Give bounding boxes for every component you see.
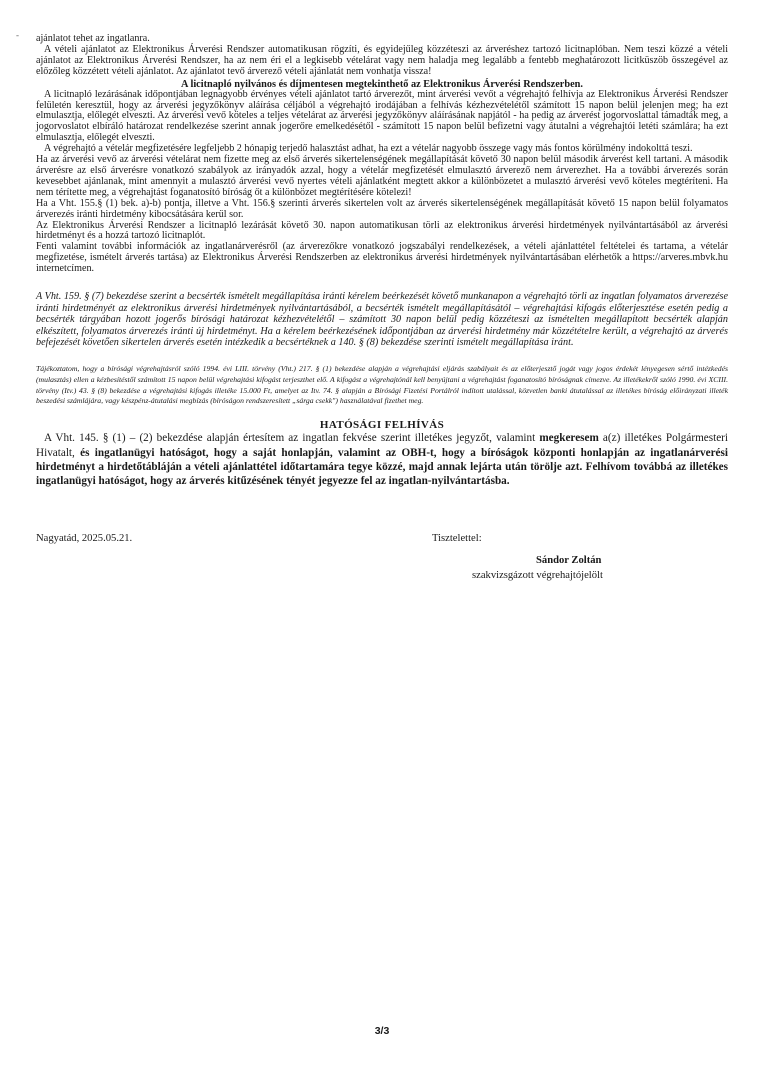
signer-name: Sándor Zoltán <box>536 554 602 566</box>
paragraph-auto-record: A vételi ajánlatot az Elektronikus Árverési Rendszer automatikusan rögzíti, és egyidejűleg közzéteszi az árveréshez tartozó licitnaplóban. Nem teszi közzé a vételi ajánlatot az Elektronikus Árverési Rendszer, ha az nem éri el a legkisebb vételárat vagy nem haladja meg legalább a fentebb meghatározott licitküszöb összegével az előzőleg közzétett vételi ajánlatot. Az ajánlatot tevő árverező vételi ajánlatát nem vonhatja vissza! <box>36 43 728 77</box>
paragraph-top-line: ajánlatot tehet az ingatlanra. <box>36 33 150 44</box>
margin-mark: - <box>16 30 19 40</box>
paragraph-deferral: A végrehajtó a vételár megfizetésére legfeljebb 2 hónapig terjedő halasztást adhat, ha ezt a vételár nagyobb összege vagy más fontos körülmény indokolttá teszi. <box>44 143 693 155</box>
paragraph-closing: A licitnapló lezárásának időpontjában legnagyobb érvényes vételi ajánlatot tartó árverezőt, mint árverési vevőt a végrehajtó felhívja az Elektronikus Árverési Rendszer felületén keresztül, hogy az árverési jegyzőkönyv aláírása céljából a végrehajtó irodájában a felhívás kézhezvételétől számított 15 napon belül jelenjen meg; ha ezt elmulasztja, előlegét elveszti. Az árverési vevő köteles a teljes vételárat az árverési jegyzőkönyv aláírásának napjától - ha pedig az árverést jogorvoslattal támadták meg, a jogorvoslatot elbíráló határozat rendelkezése szerint annak jogerőre emelkedésétől - számított 15 napon belül befizetni vagy átutalni a végrehajtói letéti számlára; ha ezt elmulasztja, előlegét elveszti. <box>36 88 728 144</box>
official-call-paragraph <box>36 431 728 489</box>
call-text-2: megkeresem <box>539 432 599 445</box>
paragraph-more-info: Fenti valamint további információk az ingatlanárverésről (az árverezőkre vonatkozó jogszabályi rendelkezések, a vételi ajánlattétel feltételei és tartama, a vételár megfizetése, ismételt árverés tartása) az Elektronikus Árverési Rendszerben az elektronikus árverési hirdetmények nyilvántartásában elérhetők a https://arveres.mbvk.hu internetcímen. <box>36 241 728 275</box>
page-number: 3/3 <box>374 1025 390 1037</box>
signer-role: szakvizsgázott végrehajtójelölt <box>472 569 603 581</box>
paragraph-vht159: A Vht. 159. § (7) bekezdése szerint a becsérték ismételt megállapítása iránti kérelem beérkezését követő munkanapon a végrehajtó törli az ingatlan folyamatos árverezése iránti hirdetményét az elektronikus árverési hirdetmények nyilvántartásából, a becsérték ismételt megállapításától – végrehajtási kifogás előterjesztése esetén pedig a becsérték tárgyában hozott jogerős bírósági határozat kézhezvételétől – számított 30 napon belül pedig közzéteszi az ismételten megállapított becsérték alapján elkészített, folyamatos árverezés iránti új hirdetményt. Ha a kérelem beérkezésének időpontjában az árverési hirdetmény már közzétételre került, a végrehajtó az árverés befejezését követően sikertelen árverés esetén intézkedik a becsértéknek a 140. § (8) bekezdése szerinti ismételt megállapítása iránt. <box>36 291 728 349</box>
subheading-licitnaplo: A licitnapló nyilvános és díjmentesen megtekinthető az Elektronikus Árverési Rendszerben. <box>181 78 583 90</box>
signature-block <box>36 533 728 593</box>
regards-text: Tisztelettel: <box>432 532 482 544</box>
objection-info-block <box>36 364 728 407</box>
italic-vht159-block <box>36 291 728 349</box>
call-text-4: és ingatlanügyi hatóságot, hogy a saját honlapján, valamint az OBH-t, hogy a bíróságok központi honlapján az ingatlanárverési hirdetményt a hirdetőtábláján a vételi ajánlattétel időtartamára tegye közzé, majd annak lejárta után törölje azt. Felhívom továbbá az illetékes ingatlanügyi hatóságot, hogy az árverés kitűzésének tényét jegyezze fel az ingatlan-nyilvántartásba. <box>36 446 728 488</box>
paragraph-second-auction: Ha az árverési vevő az árverési vételárat nem fizette meg az első árverés sikertelenségének megállapítását követő 30 napon belül második árverést kell tartani. A második árverésre az első árverésre vonatkozó szabályok az irányadók azzal, hogy a vételár megfizetését elmulasztó árverező nem árverezhet. Ha a további árverezés során kevesebbet ajánlanak, mint amennyit a mulasztó árverési vevő nyertes vételi ajánlatként megtett akkor a különbözetet a mulasztó árverési vevő köteles megtéríteni. Ha nem térítette meg, a végrehajtást foganatosító bíróság őt a különbözet megtérítésére kötelezi! <box>36 154 728 198</box>
place-date: Nagyatád, 2025.05.21. <box>36 532 133 544</box>
document-body <box>36 0 728 593</box>
official-call-heading: HATÓSÁGI FELHÍVÁS <box>319 419 445 432</box>
paragraph-unsuccessful: Ha a Vht. 155.§ (1) bek. a)-b) pontja, illetve a Vht. 156.§ szerinti árverés sikertelen volt az árverés sikertelenségének megállapítását követő 15 napon belül folyamatos árverezés iránti hirdetmény kibocsátására kerül sor. <box>36 197 728 220</box>
call-text-1: A Vht. 145. § (1) – (2) bekezdése alapján értesítem az ingatlan fekvése szerint illetékes jegyzőt, valamint <box>44 432 540 445</box>
paragraph-deletion: Az Elektronikus Árverési Rendszer a licitnapló lezárását követő 30. napon automatikusan törli az elektronikus árverési hirdetmények nyilvántartásából az árverési hirdetményt és a hozzá tartozó licitnaplót. <box>36 219 728 242</box>
paragraph-objection-info: Tájékoztatom, hogy a bírósági végrehajtásról szóló 1994. évi LIII. törvény (Vht.) 217. § (1) bekezdése alapján a végrehajtási eljárás szabályait és az előterjesztő jogát vagy jogos érdekét lényegesen sértő intézkedés (mulasztás) ellen a kézbesítéstől számított 15 napon belül végrehajtási kifogást terjeszthet elő. A kifogást a végrehajtónál kell benyújtani a végrehajtást foganatosító bíróságnak címezve. Az illetékekről szóló 1990. évi XCIII. törvény (Itv.) 43. § (8) bekezdése a végrehajtási kifogás illetéke 15.000 Ft, amelyet az Itv. 74. § alapján a Bírósági Fizetési Portálról indított utalással, közvetlen banki átutalással az illetékes bíróság előirányzati illeték beszedési számlájára, vagy készpénz-átutalási megbízás (bíróságon rendszeresített „sárga csekk") használatával fizethet meg. <box>36 364 728 406</box>
call-text-3: a(z) illetékes Polgármesteri Hivatalt, <box>36 432 728 459</box>
